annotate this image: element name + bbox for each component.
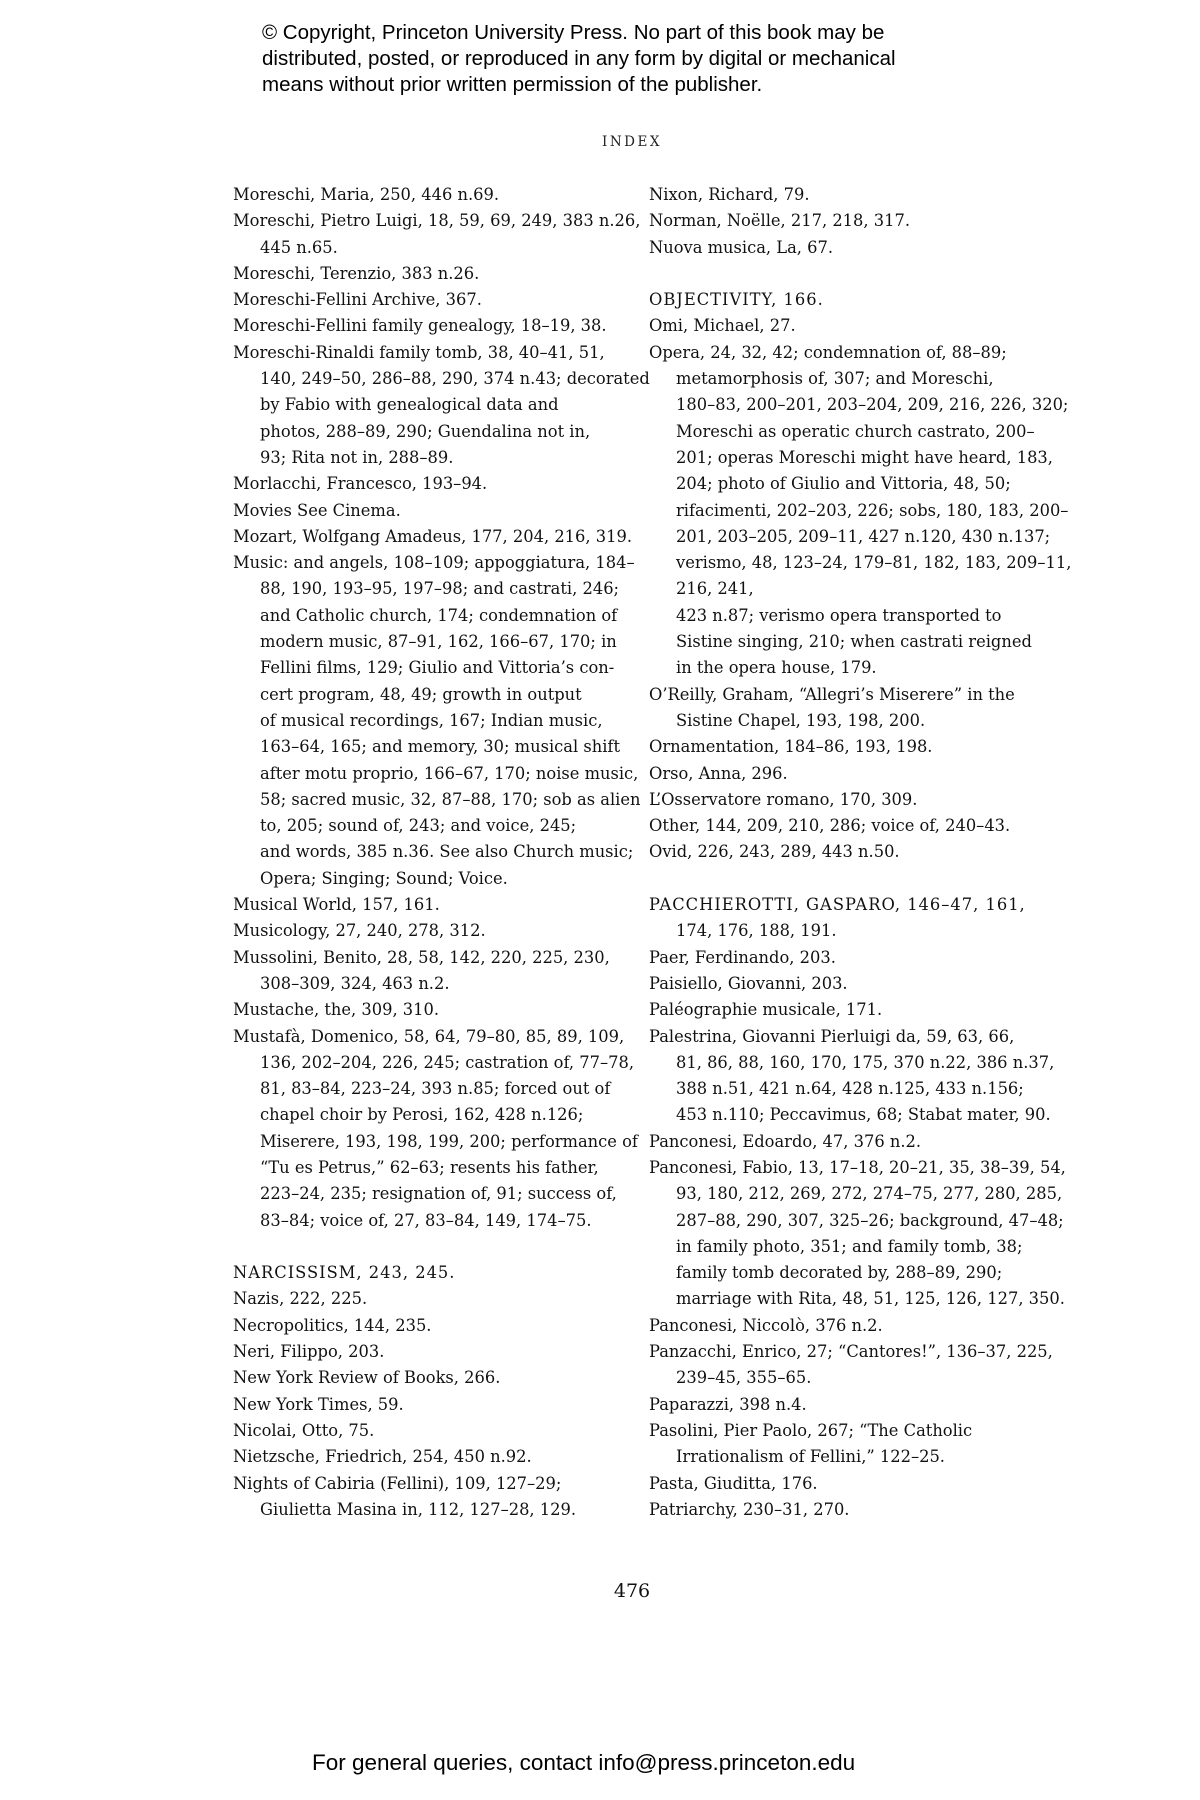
index-entry-continuation: rifacimenti, 202–203, 226; sobs, 180, 183, 200– <box>676 500 1069 520</box>
index-entry-continuation: 287–88, 290, 307, 325–26; background, 47–48; <box>676 1210 1064 1230</box>
index-entry-continuation: 453 n.110; Peccavimus, 68; Stabat mater, 90. <box>676 1105 1051 1125</box>
index-entry: Nazis, 222, 225. <box>233 1289 368 1309</box>
page-number: 476 <box>613 1580 651 1602</box>
index-entry-continuation: by Fabio with genealogical data and <box>260 395 559 415</box>
index-entry-continuation: 223–24, 235; resignation of, 91; success of, <box>260 1184 617 1204</box>
index-entry-continuation: 180–83, 200–201, 203–204, 209, 216, 226, 320; <box>676 395 1069 415</box>
index-entry-continuation: cert program, 48, 49; growth in output <box>260 684 582 704</box>
index-entry: Movies See Cinema. <box>233 500 401 520</box>
index-entry: Mustafà, Domenico, 58, 64, 79–80, 85, 89, 109, <box>233 1026 625 1046</box>
index-entry: Moreschi-Rinaldi family tomb, 38, 40–41, 51, <box>233 342 605 362</box>
index-entry-continuation: 174, 176, 188, 191. <box>676 921 837 941</box>
index-entry: Paer, Ferdinando, 203. <box>649 947 836 967</box>
index-entry: Panconesi, Niccolò, 376 n.2. <box>649 1315 883 1335</box>
index-entry: Palestrina, Giovanni Pierluigi da, 59, 63, 66, <box>649 1026 1015 1046</box>
index-entry-continuation: family tomb decorated by, 288–89, 290; <box>676 1263 1003 1283</box>
copyright-notice <box>262 20 1022 98</box>
index-entry-continuation: 88, 190, 193–95, 197–98; and castrati, 246; <box>260 579 620 599</box>
index-entry: Nights of Cabiria (Fellini), 109, 127–29; <box>233 1473 562 1493</box>
copyright-line: distributed, posted, or reproduced in any form by digital or mechanical <box>262 47 896 70</box>
index-entry: Ornamentation, 184–86, 193, 198. <box>649 737 933 757</box>
index-entry: Mussolini, Benito, 28, 58, 142, 220, 225, 230, <box>233 947 610 967</box>
section-gap <box>233 1234 623 1260</box>
section-gap <box>649 261 1039 287</box>
index-entry: Moreschi, Terenzio, 383 n.26. <box>233 263 480 283</box>
copyright-line: © Copyright, Princeton University Press. No part of this book may be <box>262 21 885 44</box>
index-entry: Paléographie musicale, 171. <box>649 1000 883 1020</box>
index-entry-continuation: 445 n.65. <box>260 237 338 257</box>
index-entry: Morlacchi, Francesco, 193–94. <box>233 474 488 494</box>
index-entry-continuation: 308–309, 324, 463 n.2. <box>260 973 450 993</box>
index-entry-continuation: in the opera house, 179. <box>676 658 877 678</box>
index-entry: Moreschi, Maria, 250, 446 n.69. <box>233 185 500 204</box>
index-entry-continuation: and Catholic church, 174; condemnation of <box>260 605 618 625</box>
index-entry: Nietzsche, Friedrich, 254, 450 n.92. <box>233 1447 532 1467</box>
index-entry-continuation: 201; operas Moreschi might have heard, 183, <box>676 447 1053 467</box>
index-entry-continuation: verismo, 48, 123–24, 179–81, 182, 183, 209–11, <box>676 553 1072 573</box>
index-entry-continuation: 163–64, 165; and memory, 30; musical shift <box>260 737 620 757</box>
index-column-left <box>233 182 650 1523</box>
index-entry-continuation: 216, 241, <box>676 579 754 599</box>
section-first-entry: NARCISSISM, 243, 245. <box>233 1263 456 1283</box>
index-entry: Nuova musica, La, 67. <box>649 237 834 257</box>
section-gap <box>649 866 1039 892</box>
index-entry: Neri, Filippo, 203. <box>233 1342 385 1362</box>
index-entry: Paisiello, Giovanni, 203. <box>649 973 848 993</box>
index-entry-continuation: 58; sacred music, 32, 87–88, 170; sob as alien <box>260 789 641 809</box>
index-entry: Omi, Michael, 27. <box>649 316 796 336</box>
index-entry: Nixon, Richard, 79. <box>649 185 810 204</box>
index-entry: Moreschi-Fellini Archive, 367. <box>233 290 482 310</box>
index-entry-continuation: 81, 83–84, 223–24, 393 n.85; forced out of <box>260 1079 611 1099</box>
index-entry: Musicology, 27, 240, 278, 312. <box>233 921 486 941</box>
index-entry: New York Review of Books, 266. <box>233 1368 501 1388</box>
index-entry-continuation: Sistine singing, 210; when castrati reigned <box>676 632 1032 652</box>
index-entry: Necropolitics, 144, 235. <box>233 1315 432 1335</box>
index-entry-continuation: marriage with Rita, 48, 51, 125, 126, 127, 350. <box>676 1289 1065 1309</box>
index-entry: Pasolini, Pier Paolo, 267; “The Catholic <box>649 1420 973 1440</box>
index-entry-continuation: “Tu es Petrus,” 62–63; resents his father, <box>260 1157 599 1177</box>
index-entry: Other, 144, 209, 210, 286; voice of, 240–43. <box>649 816 1011 836</box>
index-entry-continuation: 423 n.87; verismo opera transported to <box>676 605 1002 625</box>
index-entry: Norman, Noëlle, 217, 218, 317. <box>649 211 911 231</box>
index-entry: Moreschi-Fellini family genealogy, 18–19, 38. <box>233 316 607 336</box>
section-first-entry: OBJECTIVITY, 166. <box>649 290 824 310</box>
index-entry-continuation: 204; photo of Giulio and Vittoria, 48, 50; <box>676 474 1011 494</box>
index-entry-continuation: Moreschi as operatic church castrato, 200– <box>676 421 1035 441</box>
index-entry: Nicolai, Otto, 75. <box>233 1420 375 1440</box>
index-entry-continuation: photos, 288–89, 290; Guendalina not in, <box>260 421 591 441</box>
index-entry: Moreschi, Pietro Luigi, 18, 59, 69, 249, 383 n.26, <box>233 211 641 231</box>
index-entry-continuation: Irrationalism of Fellini,” 122–25. <box>676 1447 945 1467</box>
index-entry-continuation: of musical recordings, 167; Indian music, <box>260 710 603 730</box>
index-entry: Panconesi, Edoardo, 47, 376 n.2. <box>649 1131 922 1151</box>
index-entry: O’Reilly, Graham, “Allegri’s Miserere” in the <box>649 684 1015 704</box>
index-column-right <box>649 182 1072 1523</box>
index-entry-continuation: after motu proprio, 166–67, 170; noise music, <box>260 763 639 783</box>
index-entry-continuation: 83–84; voice of, 27, 83–84, 149, 174–75. <box>260 1210 592 1230</box>
index-entry-continuation: 81, 86, 88, 160, 170, 175, 370 n.22, 386 n.37, <box>676 1052 1055 1072</box>
index-entry-continuation: 93, 180, 212, 269, 272, 274–75, 277, 280, 285, <box>676 1184 1063 1204</box>
index-entry: Paparazzi, 398 n.4. <box>649 1394 807 1414</box>
index-entry-continuation: to, 205; sound of, 243; and voice, 245; <box>260 816 577 836</box>
index-entry: Patriarchy, 230–31, 270. <box>649 1499 850 1519</box>
index-entry: L’Osservatore romano, 170, 309. <box>649 789 918 809</box>
index-entry-continuation: Sistine Chapel, 193, 198, 200. <box>676 710 926 730</box>
index-entry: Opera, 24, 32, 42; condemnation of, 88–89; <box>649 342 1007 362</box>
index-entry-continuation: 93; Rita not in, 288–89. <box>260 447 454 467</box>
index-entry-continuation: 140, 249–50, 286–88, 290, 374 n.43; decorated <box>260 369 650 389</box>
index-entry-continuation: in family photo, 351; and family tomb, 38; <box>676 1236 1023 1256</box>
index-entry-continuation: Fellini films, 129; Giulio and Vittoria’s con- <box>260 658 615 678</box>
index-entry-continuation: 388 n.51, 421 n.64, 428 n.125, 433 n.156; <box>676 1079 1024 1099</box>
index-entry-continuation: 201, 203–205, 209–11, 427 n.120, 430 n.137; <box>676 526 1051 546</box>
index-entry-continuation: Miserere, 193, 198, 199, 200; performance of <box>260 1131 638 1151</box>
index-entry: Panzacchi, Enrico, 27; “Cantores!”, 136–37, 225, <box>649 1342 1053 1362</box>
index-entry-continuation: 239–45, 355–65. <box>676 1368 812 1388</box>
footer-contact: For general queries, contact info@press.princeton.edu <box>312 1750 856 1775</box>
index-entry: Mozart, Wolfgang Amadeus, 177, 204, 216, 319. <box>233 526 632 546</box>
index-entry: Ovid, 226, 243, 289, 443 n.50. <box>649 842 900 862</box>
index-entry-continuation: and words, 385 n.36. See also Church music; <box>260 842 634 862</box>
index-entry: Panconesi, Fabio, 13, 17–18, 20–21, 35, 38–39, 54, <box>649 1157 1066 1177</box>
copyright-line: means without prior written permission of the publisher. <box>262 73 763 96</box>
index-entry: Musical World, 157, 161. <box>233 895 440 915</box>
index-entry-continuation: Opera; Singing; Sound; Voice. <box>260 868 508 888</box>
index-entry: Music: and angels, 108–109; appoggiatura, 184– <box>233 553 635 573</box>
index-entry-continuation: modern music, 87–91, 162, 166–67, 170; in <box>260 632 617 652</box>
index-entry-continuation: 136, 202–204, 226, 245; castration of, 77–78, <box>260 1052 635 1072</box>
running-header: INDEX <box>602 134 662 150</box>
section-first-entry: PACCHIEROTTI, GASPARO, 146–47, 161, <box>649 895 1026 915</box>
index-entry: Pasta, Giuditta, 176. <box>649 1473 818 1493</box>
index-entry: Mustache, the, 309, 310. <box>233 1000 440 1020</box>
index-entry: Orso, Anna, 296. <box>649 763 788 783</box>
index-entry-continuation: chapel choir by Perosi, 162, 428 n.126; <box>260 1105 584 1125</box>
index-entry-continuation: metamorphosis of, 307; and Moreschi, <box>676 369 994 389</box>
index-entry: New York Times, 59. <box>233 1394 404 1414</box>
index-entry-continuation: Giulietta Masina in, 112, 127–28, 129. <box>260 1499 577 1519</box>
